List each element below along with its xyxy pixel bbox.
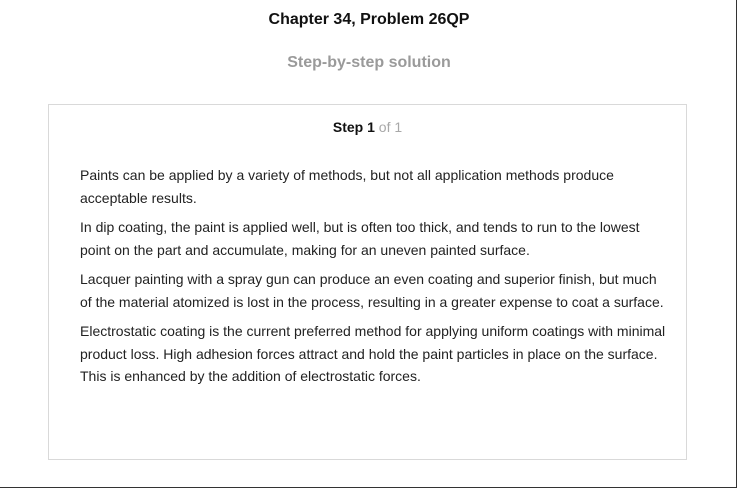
solution-content xyxy=(80,164,670,395)
step-header xyxy=(49,119,686,135)
step-label xyxy=(333,119,375,135)
step-word: Step xyxy=(332,119,364,135)
solution-paragraph: Lacquer painting with a spray gun can produce an even coating and superior finish, but much of the material atomized is lost in the process, resulting in a greater expense to coat a surface. xyxy=(80,271,664,310)
page-title: Chapter 34, Problem 26QP xyxy=(268,11,470,28)
solution-subtitle: Step-by-step solution xyxy=(287,54,451,71)
solution-paragraph: In dip coating, the paint is applied well, but is often too thick, and tends to run to the lowest point on the part and accumulate, making for an uneven painted surface. xyxy=(80,219,640,258)
step-number: 1 xyxy=(367,119,375,135)
solution-paragraph: Electrostatic coating is the current preferred method for applying uniform coatings with minimal product loss. High adhesion forces attract and hold the paint particles in place on the surface. This is enhanced by the addition of electrostatic forces. xyxy=(80,323,666,384)
step-total: of 1 xyxy=(378,119,403,135)
solution-paragraph: Paints can be applied by a variety of methods, but not all application methods produce acceptable results. xyxy=(80,167,614,206)
solution-card xyxy=(48,104,687,460)
